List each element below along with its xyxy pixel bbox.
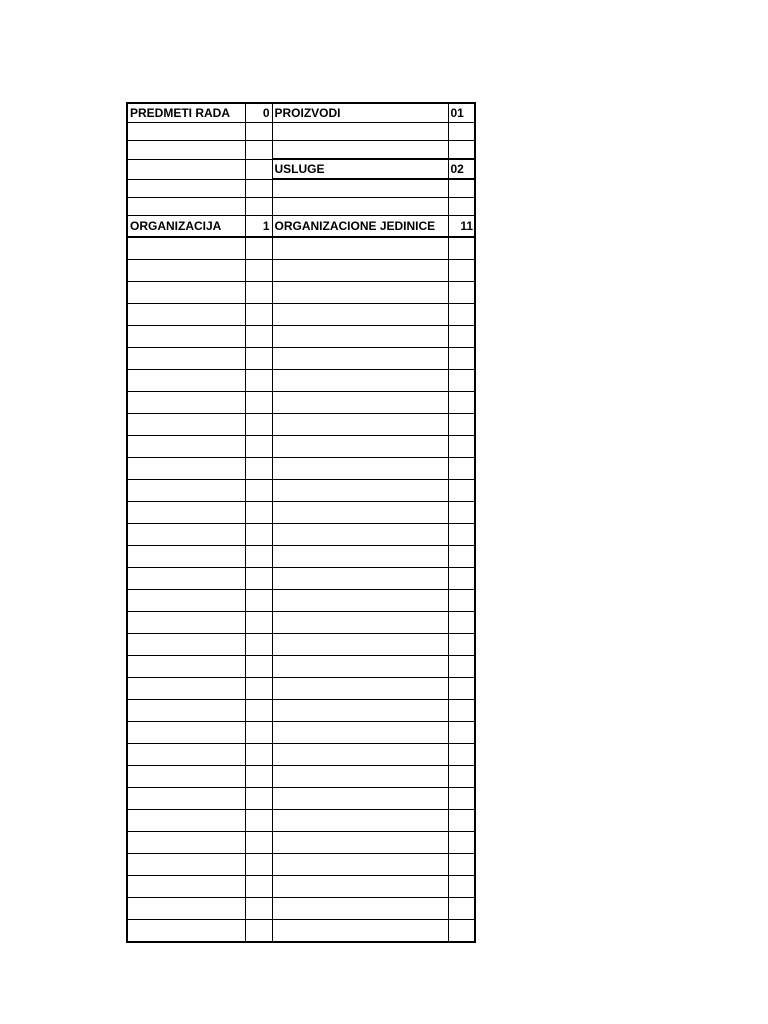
cell [272, 260, 448, 282]
cell [272, 898, 448, 920]
sheet-row [127, 326, 475, 348]
cell [127, 810, 245, 832]
cell [448, 326, 475, 348]
cell [245, 678, 272, 700]
cell [127, 854, 245, 876]
sheet-row [127, 876, 475, 898]
sheet-row [127, 546, 475, 568]
cell [272, 237, 448, 260]
cell [245, 832, 272, 854]
sheet-row [127, 920, 475, 943]
cell [272, 810, 448, 832]
sheet-row [127, 458, 475, 480]
cell [127, 678, 245, 700]
sheet-row [127, 502, 475, 524]
organizacija-code: 1 [245, 216, 272, 238]
cell [448, 237, 475, 260]
cell [245, 590, 272, 612]
cell [448, 832, 475, 854]
proizvodi-label: PROIZVODI [272, 103, 448, 123]
cell [448, 700, 475, 722]
cell [245, 198, 272, 216]
cell [272, 392, 448, 414]
cell [245, 159, 272, 179]
sheet-row [127, 634, 475, 656]
cell [272, 590, 448, 612]
cell [448, 179, 475, 198]
cell [272, 282, 448, 304]
cell [245, 546, 272, 568]
cell [448, 854, 475, 876]
cell [272, 920, 448, 943]
cell [448, 722, 475, 744]
cell [127, 326, 245, 348]
sheet-row [127, 123, 475, 141]
cell [448, 260, 475, 282]
usluge-label: USLUGE [272, 159, 448, 179]
sheet-row [127, 744, 475, 766]
cell [272, 722, 448, 744]
sheet-row [127, 590, 475, 612]
cell [127, 634, 245, 656]
sheet-row [127, 198, 475, 216]
cell [448, 370, 475, 392]
cell [448, 590, 475, 612]
cell [448, 810, 475, 832]
cell [127, 260, 245, 282]
cell [127, 141, 245, 160]
cell [127, 159, 245, 179]
cell [245, 282, 272, 304]
cell [448, 480, 475, 502]
cell [448, 524, 475, 546]
cell [127, 123, 245, 141]
sheet-row [127, 612, 475, 634]
sheet-row [127, 348, 475, 370]
cell [127, 282, 245, 304]
sheet-body [127, 237, 475, 942]
cell [272, 141, 448, 160]
cell [127, 766, 245, 788]
cell [245, 920, 272, 943]
sheet-row [127, 700, 475, 722]
sheet-row [127, 678, 475, 700]
cell [127, 744, 245, 766]
cell [245, 392, 272, 414]
cell [245, 634, 272, 656]
cell [448, 876, 475, 898]
sheet-row [127, 282, 475, 304]
sheet-row [127, 179, 475, 198]
proizvodi-code: 01 [448, 103, 475, 123]
cell [127, 392, 245, 414]
cell [127, 898, 245, 920]
organizacione-jedinice-code: 11 [448, 216, 475, 238]
cell [272, 370, 448, 392]
cell [272, 568, 448, 590]
cell [272, 458, 448, 480]
cell [245, 123, 272, 141]
sheet-row [127, 436, 475, 458]
cell [127, 348, 245, 370]
cell [448, 436, 475, 458]
cell [448, 141, 475, 160]
cell [448, 392, 475, 414]
cell [127, 502, 245, 524]
cell [448, 920, 475, 943]
classification-sheet [126, 102, 476, 943]
cell [272, 612, 448, 634]
cell [448, 898, 475, 920]
sheet-row [127, 414, 475, 436]
cell [127, 179, 245, 198]
cell [245, 348, 272, 370]
cell [245, 179, 272, 198]
cell [127, 656, 245, 678]
cell [272, 788, 448, 810]
cell [245, 898, 272, 920]
cell [448, 123, 475, 141]
cell [245, 480, 272, 502]
cell [127, 436, 245, 458]
cell [272, 700, 448, 722]
cell [245, 326, 272, 348]
cell [245, 502, 272, 524]
cell [245, 141, 272, 160]
cell [245, 568, 272, 590]
cell [272, 832, 448, 854]
cell [272, 656, 448, 678]
sheet-row [127, 722, 475, 744]
cell [245, 458, 272, 480]
organizacione-jedinice-label: ORGANIZACIONE JEDINICE [272, 216, 448, 238]
sheet-row [127, 141, 475, 160]
predmeti-rada-label: PREDMETI RADA [127, 103, 245, 123]
sheet-row [127, 810, 475, 832]
cell [448, 678, 475, 700]
cell [272, 876, 448, 898]
sheet-row [127, 854, 475, 876]
sheet-row [127, 216, 475, 238]
cell [448, 634, 475, 656]
sheet-row [127, 103, 475, 123]
cell [448, 458, 475, 480]
cell [245, 854, 272, 876]
sheet-row [127, 832, 475, 854]
cell [272, 502, 448, 524]
cell [448, 766, 475, 788]
cell [245, 370, 272, 392]
cell [127, 568, 245, 590]
cell [245, 414, 272, 436]
sheet-row [127, 524, 475, 546]
cell [127, 590, 245, 612]
cell [245, 700, 272, 722]
sheet-row [127, 159, 475, 179]
cell [272, 326, 448, 348]
cell [127, 524, 245, 546]
sheet-row [127, 237, 475, 260]
cell [245, 722, 272, 744]
cell [245, 612, 272, 634]
cell [127, 788, 245, 810]
cell [448, 282, 475, 304]
cell [245, 744, 272, 766]
cell [272, 634, 448, 656]
usluge-code: 02 [448, 159, 475, 179]
cell [127, 370, 245, 392]
sheet-row [127, 568, 475, 590]
cell [127, 414, 245, 436]
cell [245, 524, 272, 546]
sheet-row [127, 480, 475, 502]
sheet-row [127, 260, 475, 282]
predmeti-rada-code: 0 [245, 103, 272, 123]
cell [272, 198, 448, 216]
cell [272, 854, 448, 876]
cell [448, 502, 475, 524]
cell [127, 876, 245, 898]
cell [272, 524, 448, 546]
organizacija-label: ORGANIZACIJA [127, 216, 245, 238]
cell [448, 304, 475, 326]
cell [272, 304, 448, 326]
cell [448, 414, 475, 436]
cell [448, 612, 475, 634]
cell [127, 920, 245, 943]
cell [272, 480, 448, 502]
cell [245, 656, 272, 678]
sheet-row [127, 304, 475, 326]
cell [245, 304, 272, 326]
cell [245, 766, 272, 788]
cell [245, 810, 272, 832]
cell [448, 788, 475, 810]
cell [448, 348, 475, 370]
sheet-row [127, 766, 475, 788]
sheet-row [127, 788, 475, 810]
cell [245, 436, 272, 458]
cell [127, 480, 245, 502]
cell [272, 123, 448, 141]
sheet-row [127, 656, 475, 678]
cell [272, 678, 448, 700]
sheet-row [127, 392, 475, 414]
cell [272, 744, 448, 766]
cell [245, 237, 272, 260]
cell [272, 179, 448, 198]
cell [127, 546, 245, 568]
sheet-row [127, 898, 475, 920]
cell [448, 744, 475, 766]
cell [127, 237, 245, 260]
cell [127, 198, 245, 216]
cell [127, 458, 245, 480]
cell [127, 612, 245, 634]
cell [448, 656, 475, 678]
cell [245, 788, 272, 810]
cell [127, 722, 245, 744]
cell [245, 260, 272, 282]
sheet-row [127, 370, 475, 392]
cell [448, 546, 475, 568]
cell [448, 568, 475, 590]
cell [272, 414, 448, 436]
cell [272, 546, 448, 568]
cell [127, 304, 245, 326]
cell [127, 832, 245, 854]
cell [245, 876, 272, 898]
cell [448, 198, 475, 216]
cell [272, 766, 448, 788]
cell [272, 348, 448, 370]
cell [272, 436, 448, 458]
cell [127, 700, 245, 722]
